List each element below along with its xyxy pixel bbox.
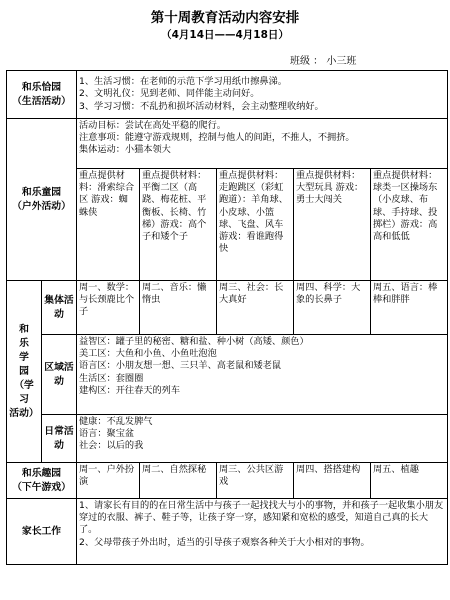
row-outdoor-info (7, 119, 448, 169)
life-item: 3、学习习惯：不乱扔和损坏活动材料，会主动整理收纳好。 (79, 100, 324, 112)
study-label-part: 园 (19, 365, 29, 377)
section-games-title: 和乐趣园 (21, 467, 62, 479)
group-day: 周一、数学：与长颈鹿比个子 (77, 281, 140, 335)
parent-items (77, 499, 448, 565)
daily-activity-label: 日常活动 (42, 415, 77, 463)
games-day: 周五、植趣 (371, 463, 448, 499)
area-item: 美工区：大鱼和小鱼、小鱼吐泡泡 (79, 348, 217, 360)
row-life-activity (7, 71, 448, 119)
row-afternoon-games (7, 463, 448, 499)
row-daily-activity (7, 415, 448, 463)
group-day: 周二、音乐：懒惰虫 (140, 281, 217, 335)
daily-item: 健康：不乱发脾气 (79, 416, 153, 427)
outdoor-day: 重点提供材料：球类一区操场东（小皮球、布球、手持球、投掷栏）游戏：高高和低低 (371, 169, 448, 281)
life-item: 1、生活习惯：在老师的示范下学习用纸巾擦鼻涕。 (79, 76, 287, 88)
parent-item: 2、父母带孩子外出时，适当的引导孩子观察各种关于大小相对的事物。 (79, 536, 370, 548)
area-items (77, 335, 448, 415)
row-group-activity (7, 281, 448, 335)
study-label-part: 和 (19, 323, 29, 335)
area-item: 生活区：套圈圈 (79, 372, 144, 384)
row-area-activity (7, 335, 448, 415)
outdoor-goal: 活动目标：尝试在高处平稳的爬行。 (79, 120, 226, 131)
section-life-title: 和乐恰园 (21, 81, 62, 93)
games-day: 周四、搭搭建构 (294, 463, 371, 499)
outdoor-day: 重点提供材料：走跑跳区（彩虹跑道）：羊角球、小皮球、小篮球、飞盘、风车 游戏：看谁跑得快 (217, 169, 294, 281)
daily-item: 社会：以后的我 (79, 440, 144, 452)
games-day: 周一、户外扮演 (77, 463, 140, 499)
page-title: 第十周教育活动内容安排 (150, 10, 300, 26)
group-day: 周三、社会：长大真好 (217, 281, 294, 335)
section-life-subtitle: （生活活动） (12, 95, 71, 107)
section-study-label (7, 281, 42, 463)
area-activity-label: 区域活动 (42, 335, 77, 415)
outdoor-day: 重点提供材料：大型玩具 游戏：勇士大闯关 (294, 169, 371, 281)
group-activity-label: 集体活动 (42, 281, 77, 335)
games-day: 周三、公共区游戏 (217, 463, 294, 499)
outdoor-day: 重点提供材料：平衡二区（高跷、梅花桩、平衡板、长椅、竹梯）游戏：高个子和矮个子 (140, 169, 217, 281)
class-label: 班级 ： 小三班 (290, 56, 357, 67)
study-label-part: 学 (19, 351, 29, 363)
games-day: 周二、自然探秘 (140, 463, 217, 499)
section-games-label (7, 463, 77, 499)
section-outdoor-label (7, 119, 77, 281)
daily-items (77, 415, 448, 463)
study-label-part: 活动） (9, 407, 39, 419)
life-item: 2、文明礼仪：见到老师、同伴能主动问好。 (79, 88, 260, 100)
section-games-subtitle: （下午游戏） (12, 481, 71, 493)
outdoor-group: 集体运动：小猫本领大 (79, 144, 171, 156)
schedule-table (6, 70, 448, 565)
daily-item: 语言：聚宝盆 (79, 428, 135, 440)
outdoor-info (77, 119, 448, 169)
study-label-part: 习 (19, 393, 29, 405)
section-outdoor-title: 和乐童园 (21, 186, 62, 198)
area-item: 语言区：小朋友想一想、三只羊、高老鼠和矮老鼠 (79, 360, 282, 372)
group-day: 周五、语言：棒棒和胖胖 (371, 281, 448, 335)
study-label-part: 乐 (19, 337, 29, 349)
date-range: （4月14日——4月18日） (161, 29, 289, 41)
parent-item: 1、请家长有目的的在日常生活中与孩子一起找找大与小的事物，并和孩子一起收集小朋友穿过的衣服、裤子、鞋子等，让孩子穿一穿，感知紧和宽松的感受，知道自己真的长大了。 (79, 500, 444, 536)
section-parents-label: 家长工作 (7, 499, 77, 565)
life-items (77, 71, 448, 119)
outdoor-notes: 注意事项：能遵守游戏规则，控制与他人的间距，不推人，不拥挤。 (79, 132, 355, 144)
group-day: 周四、科学：大象的长鼻子 (294, 281, 371, 335)
row-parent-work (7, 499, 448, 565)
section-outdoor-subtitle: （户外活动） (12, 200, 71, 212)
outdoor-day: 重点提供材料：滑索综合区 游戏：蜘蛛侠 (77, 169, 140, 281)
area-item: 建构区：开往春天的列车 (79, 384, 181, 396)
study-label-part: （学 (14, 379, 34, 391)
section-life-label (7, 71, 77, 119)
area-item: 益智区：罐子里的秘密、糖和盐、种小树（高矮、颜色） (79, 336, 309, 347)
